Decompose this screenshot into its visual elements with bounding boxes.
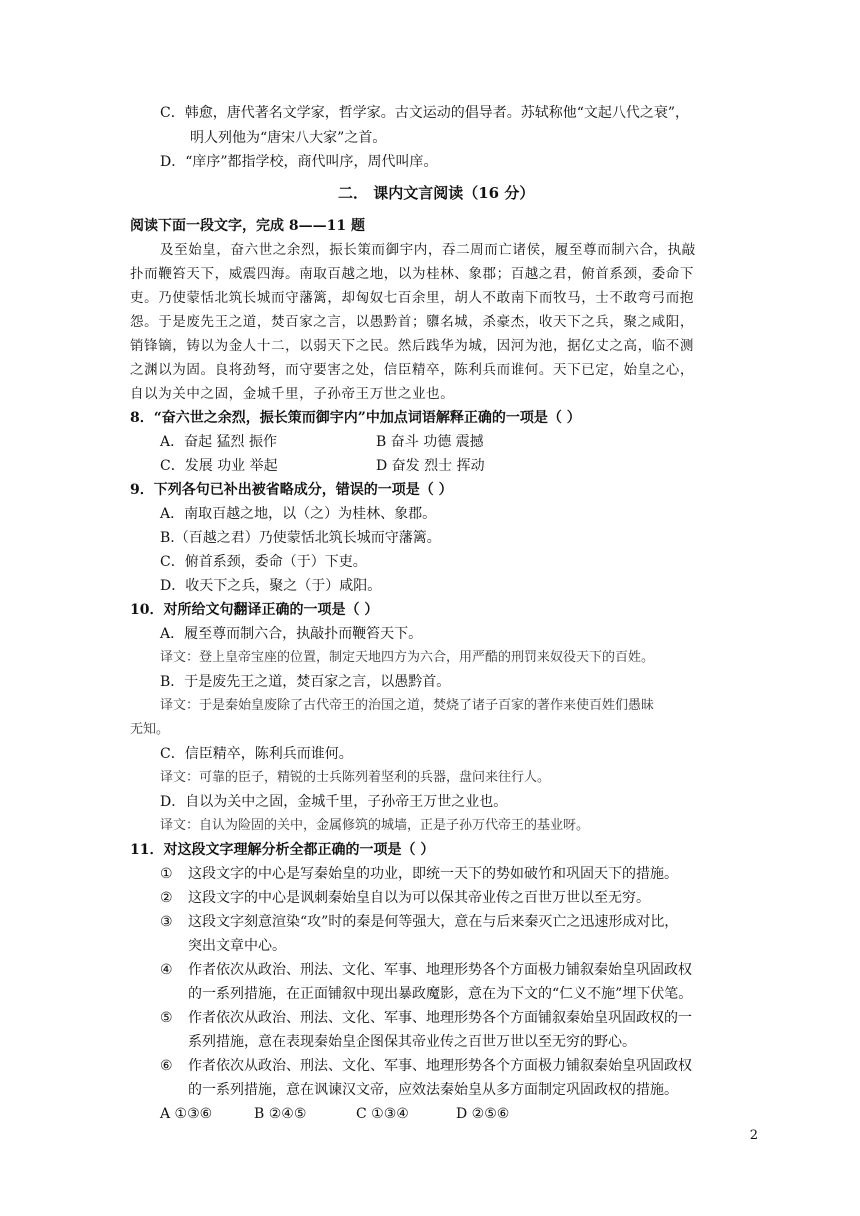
passage-line: 之渊以为固。良将劲弩，而守要害之处，信臣精卒，陈利兵而谁何。天下已定，始皇之心， xyxy=(130,362,694,378)
q11-item-number: ③ xyxy=(160,914,173,930)
question-11-stem: 11．对这段文字理解分析全都正确的一项是（ ） xyxy=(130,842,435,858)
q9-option-b: B.（百越之君）乃使蒙恬北筑长城而守藩篱。 xyxy=(160,530,441,546)
page-number: 2 xyxy=(749,1128,758,1143)
q11-item-number: ⑥ xyxy=(160,1058,173,1074)
passage-line: 扑而鞭笞天下，威震四海。南取百越之地，以为桂林、象郡；百越之君，俯首系颈，委命下 xyxy=(130,266,694,282)
q11-item-text: 的一系列措施，意在讽谏汉文帝，应效法秦始皇从多方面制定巩固政权的措施。 xyxy=(188,1082,678,1098)
passage-line: 怨。于是废先王之道，焚百家之言，以愚黔首；隳名城，杀豪杰，收天下之兵，聚之咸阳， xyxy=(130,314,694,330)
q11-item-text: 的一系列措施，在正面铺叙中现出暴政魔影，意在为下文的“仁义不施”埋下伏笔。 xyxy=(188,986,693,1002)
q11-item-text: 这段文字的中心是讽刺秦始皇自以为可以保其帝业传之百世万世以至无穷。 xyxy=(188,890,650,906)
q11-item-number: ② xyxy=(160,890,173,906)
q11-item-text: 作者依次从政治、刑法、文化、军事、地理形势各个方面极力铺叙秦始皇巩固政权 xyxy=(188,962,692,978)
q11-answer-b: B ②④⑤ xyxy=(254,1106,307,1122)
q8-option-a: A．奋起 猛烈 振作 xyxy=(160,434,278,450)
q10-option-b: B．于是废先王之道，焚百家之言，以愚黔首。 xyxy=(160,674,451,690)
q9-option-c: C．俯首系颈，委命（于）下吏。 xyxy=(160,554,367,570)
reading-instruction: 阅读下面一段文字，完成 8——11 题 xyxy=(130,218,365,234)
q8-option-b: B 奋斗 功德 震撼 xyxy=(376,434,484,450)
question-8-stem: 8．“奋六世之余烈，振长策而御宇内”中加点词语解释正确的一项是（ ） xyxy=(130,410,581,426)
q10-option-b-translation: 译文：于是秦始皇废除了古代帝王的治国之道，焚烧了诸子百家的著作来使百姓们愚昧 xyxy=(160,698,655,713)
question-10-stem: 10．对所给文句翻译正确的一项是（ ） xyxy=(130,602,379,618)
q8-option-c: C．发展 功业 举起 xyxy=(160,458,278,474)
q10-option-c: C．信臣精卒，陈利兵而谁何。 xyxy=(160,746,353,762)
q11-answer-a: A ①③⑥ xyxy=(160,1106,213,1122)
section-title: 二． 课内文言阅读（16 分） xyxy=(338,184,535,202)
q9-option-a: A．南取百越之地，以（之）为桂林、象郡。 xyxy=(160,506,437,522)
q10-option-a-translation: 译文：登上皇帝宝座的位置，制定天地四方为六合，用严酷的刑罚来奴役天下的百姓。 xyxy=(160,650,655,665)
passage-line: 自以为关中之固，金城千里，子孙帝王万世之业也。 xyxy=(130,386,455,402)
q11-item-text: 作者依次从政治、刑法、文化、军事、地理形势各个方面铺叙秦始皇巩固政权的一 xyxy=(188,1010,692,1026)
question-9-stem: 9．下列各句已补出被省略成分，错误的一项是（ ） xyxy=(130,482,453,498)
passage-line: 吏。乃使蒙恬北筑长城而守藩篱，却匈奴七百余里，胡人不敢南下而牧马，士不敢弯弓而抱 xyxy=(130,290,694,306)
passage-line: 及至始皇，奋六世之余烈，振长策而御宇内，吞二周而亡诸侯，履至尊而制六合，执敲 xyxy=(160,242,696,258)
q10-option-a: A．履至尊而制六合，执敲扑而鞭笞天下。 xyxy=(160,626,423,642)
q11-item-text: 系列措施，意在表现秦始皇企图保其帝业传之百世万世以至无穷的野心。 xyxy=(188,1034,636,1050)
q10-option-d-translation: 译文：自认为险固的关中，金属修筑的城墙，正是子孙万代帝王的基业呀。 xyxy=(160,818,590,833)
q10-option-b-translation-cont: 无知。 xyxy=(130,722,170,737)
q11-item-text: 突出文章中心。 xyxy=(188,938,286,954)
q11-item-number: ④ xyxy=(160,962,173,978)
q9-option-d: D．收天下之兵，聚之（于）咸阳。 xyxy=(160,578,382,594)
q11-item-text: 这段文字的中心是写秦始皇的功业，即统一天下的势如破竹和巩固天下的措施。 xyxy=(188,866,678,882)
passage-line: 销锋镝，铸以为金人十二，以弱天下之民。然后践华为城，因河为池，据亿丈之高，临不测 xyxy=(130,338,694,354)
q11-answer-d: D ②⑤⑥ xyxy=(456,1106,510,1122)
option-c-line1: C．韩愈，唐代著名文学家，哲学家。古文运动的倡导者。苏轼称他“文起八代之衰”， xyxy=(160,105,690,121)
q11-answer-c: C ①③④ xyxy=(356,1106,409,1122)
q8-option-d: D 奋发 烈士 挥动 xyxy=(376,458,485,474)
q10-option-c-translation: 译文：可靠的臣子，精锐的士兵陈列着坚利的兵器，盘问来往行人。 xyxy=(160,770,551,785)
q11-item-number: ① xyxy=(160,866,173,882)
q11-item-text: 这段文字刻意渲染“攻”时的秦是何等强大，意在与后来秦灭亡之迅速形成对比， xyxy=(188,914,679,930)
option-d-line: D．“庠序”都指学校，商代叫序，周代叫庠。 xyxy=(160,154,438,170)
q11-item-text: 作者依次从政治、刑法、文化、军事、地理形势各个方面极力铺叙秦始皇巩固政权 xyxy=(188,1058,692,1074)
q10-option-d: D．自以为关中之固，金城千里，子孙帝王万世之业也。 xyxy=(160,794,508,810)
q11-item-number: ⑤ xyxy=(160,1010,173,1026)
option-c-line2: 明人列他为“唐宋八大家”之首。 xyxy=(190,130,387,146)
